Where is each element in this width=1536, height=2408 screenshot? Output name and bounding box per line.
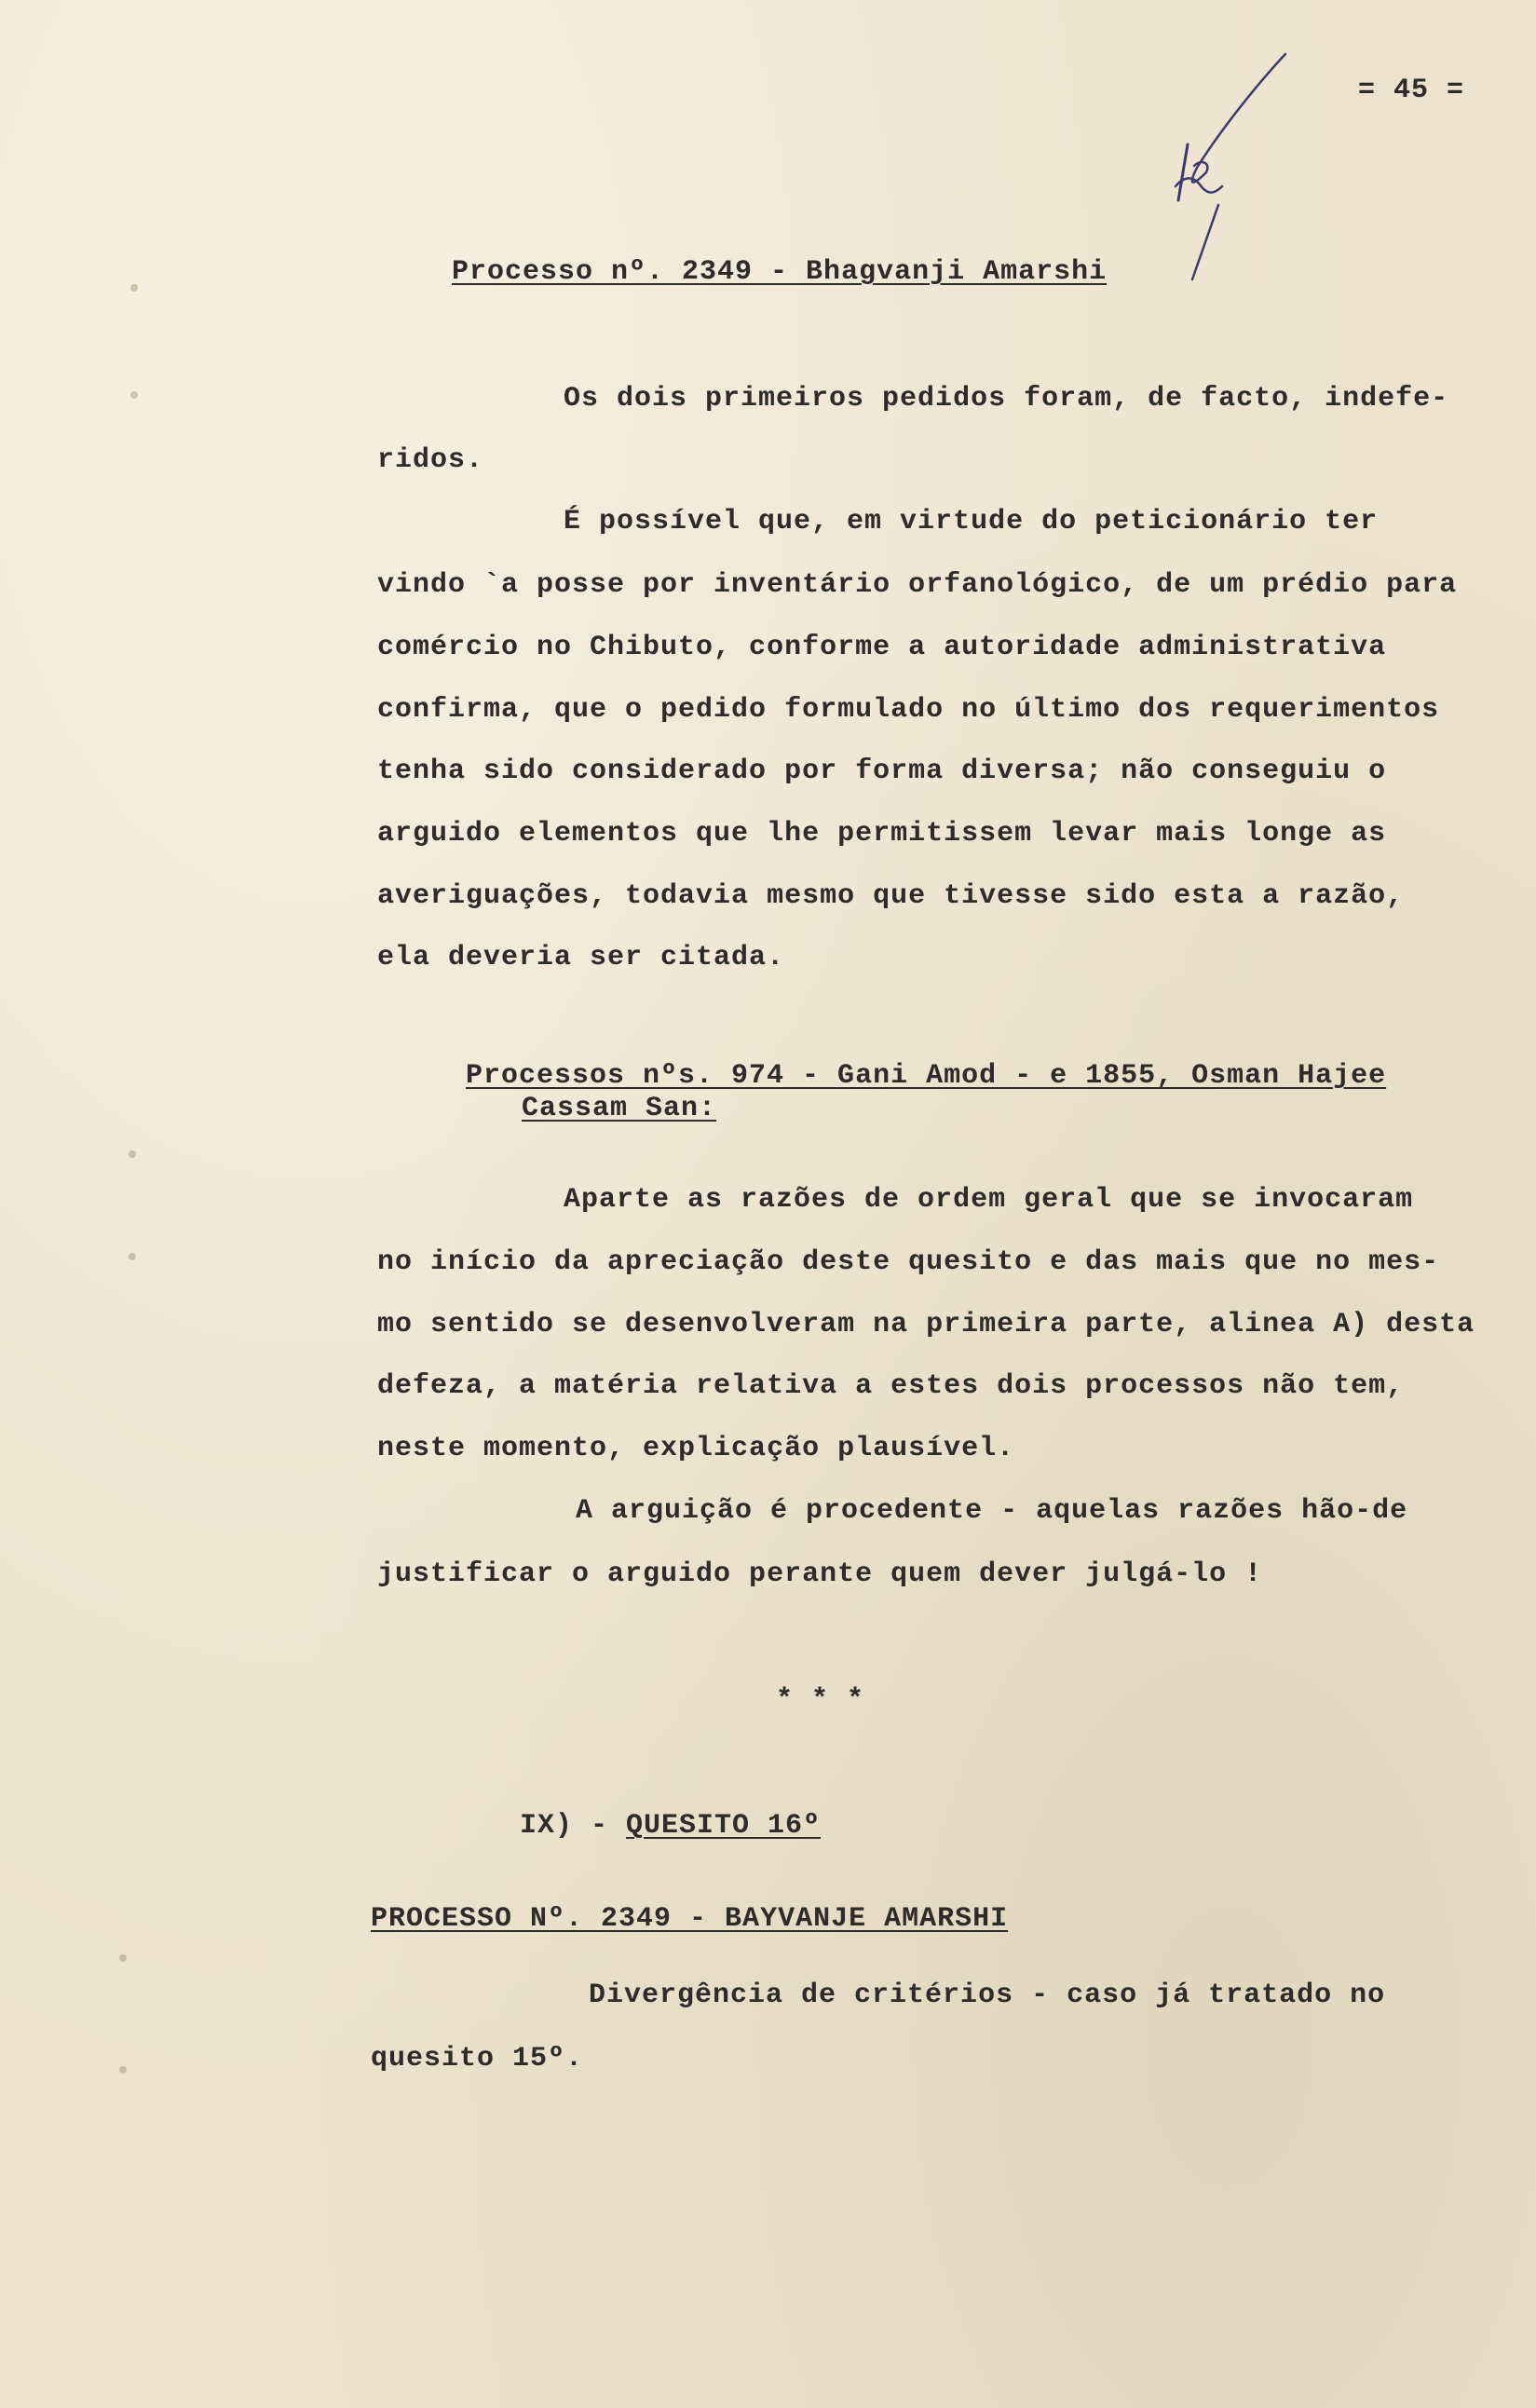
punch-hole-mark xyxy=(130,284,138,292)
quesito-label xyxy=(520,1807,821,1844)
punch-hole-mark xyxy=(130,391,138,399)
body-line: justificar o arguido perante quem dever julgá-lo ! xyxy=(377,1558,1263,1590)
body-line: Os dois primeiros pedidos foram, de facto, indefe- xyxy=(564,383,1449,415)
punch-hole-mark xyxy=(129,1150,136,1158)
body-line: mo sentido se desenvolveram na primeira parte, alinea A) desta xyxy=(377,1309,1475,1340)
body-line: tenha sido considerado por forma diversa; não conseguiu o xyxy=(377,755,1387,787)
body-line: ela deveria ser citada. xyxy=(377,942,785,973)
body-line: defeza, a matéria relativa a estes dois processos não tem, xyxy=(377,1370,1405,1402)
handwritten-initials-signature xyxy=(1155,47,1295,289)
section-heading: Processos nºs. 974 - Gani Amod - e 1855, Osman Hajee xyxy=(466,1060,1387,1092)
quesito-label-title: QUESITO 16º xyxy=(626,1810,822,1842)
body-line: Divergência de critérios - caso já tratado no xyxy=(589,1979,1386,2011)
body-line: A arguição é procedente - aquelas razões hão-de xyxy=(576,1495,1408,1527)
punch-hole-mark xyxy=(119,2066,127,2074)
page-number: = 45 = xyxy=(1358,75,1465,106)
body-line: quesito 15º. xyxy=(371,2043,584,2075)
body-line: averiguações, todavia mesmo que tivesse sido esta a razão, xyxy=(377,880,1405,912)
body-line: no início da apreciação deste quesito e das mais que no mes- xyxy=(377,1246,1440,1278)
body-line: neste momento, explicação plausível. xyxy=(377,1433,1015,1464)
body-line: confirma, que o pedido formulado no último dos requerimentos xyxy=(377,694,1440,726)
quesito-label-prefix: IX) - xyxy=(520,1810,627,1842)
section-heading: PROCESSO Nº. 2349 - BAYVANJE AMARSHI xyxy=(371,1903,1009,1935)
section-heading: Processo nº. 2349 - Bhagvanji Amarshi xyxy=(452,256,1108,288)
punch-hole-mark xyxy=(129,1253,136,1260)
punch-hole-mark xyxy=(119,1954,127,1962)
body-line: Aparte as razões de ordem geral que se invocaram xyxy=(564,1184,1414,1216)
body-line: ridos. xyxy=(377,444,484,476)
body-line: arguido elementos que lhe permitissem levar mais longe as xyxy=(377,818,1387,850)
body-line: É possível que, em virtude do peticionário ter xyxy=(564,506,1379,537)
body-line: vindo `a posse por inventário orfanológico, de um prédio para xyxy=(377,569,1458,601)
asterisk-separator: * * * xyxy=(776,1684,865,1716)
body-line: comércio no Chibuto, conforme a autoridade administrativa xyxy=(377,632,1387,663)
section-heading-continuation: Cassam San: xyxy=(522,1093,717,1124)
